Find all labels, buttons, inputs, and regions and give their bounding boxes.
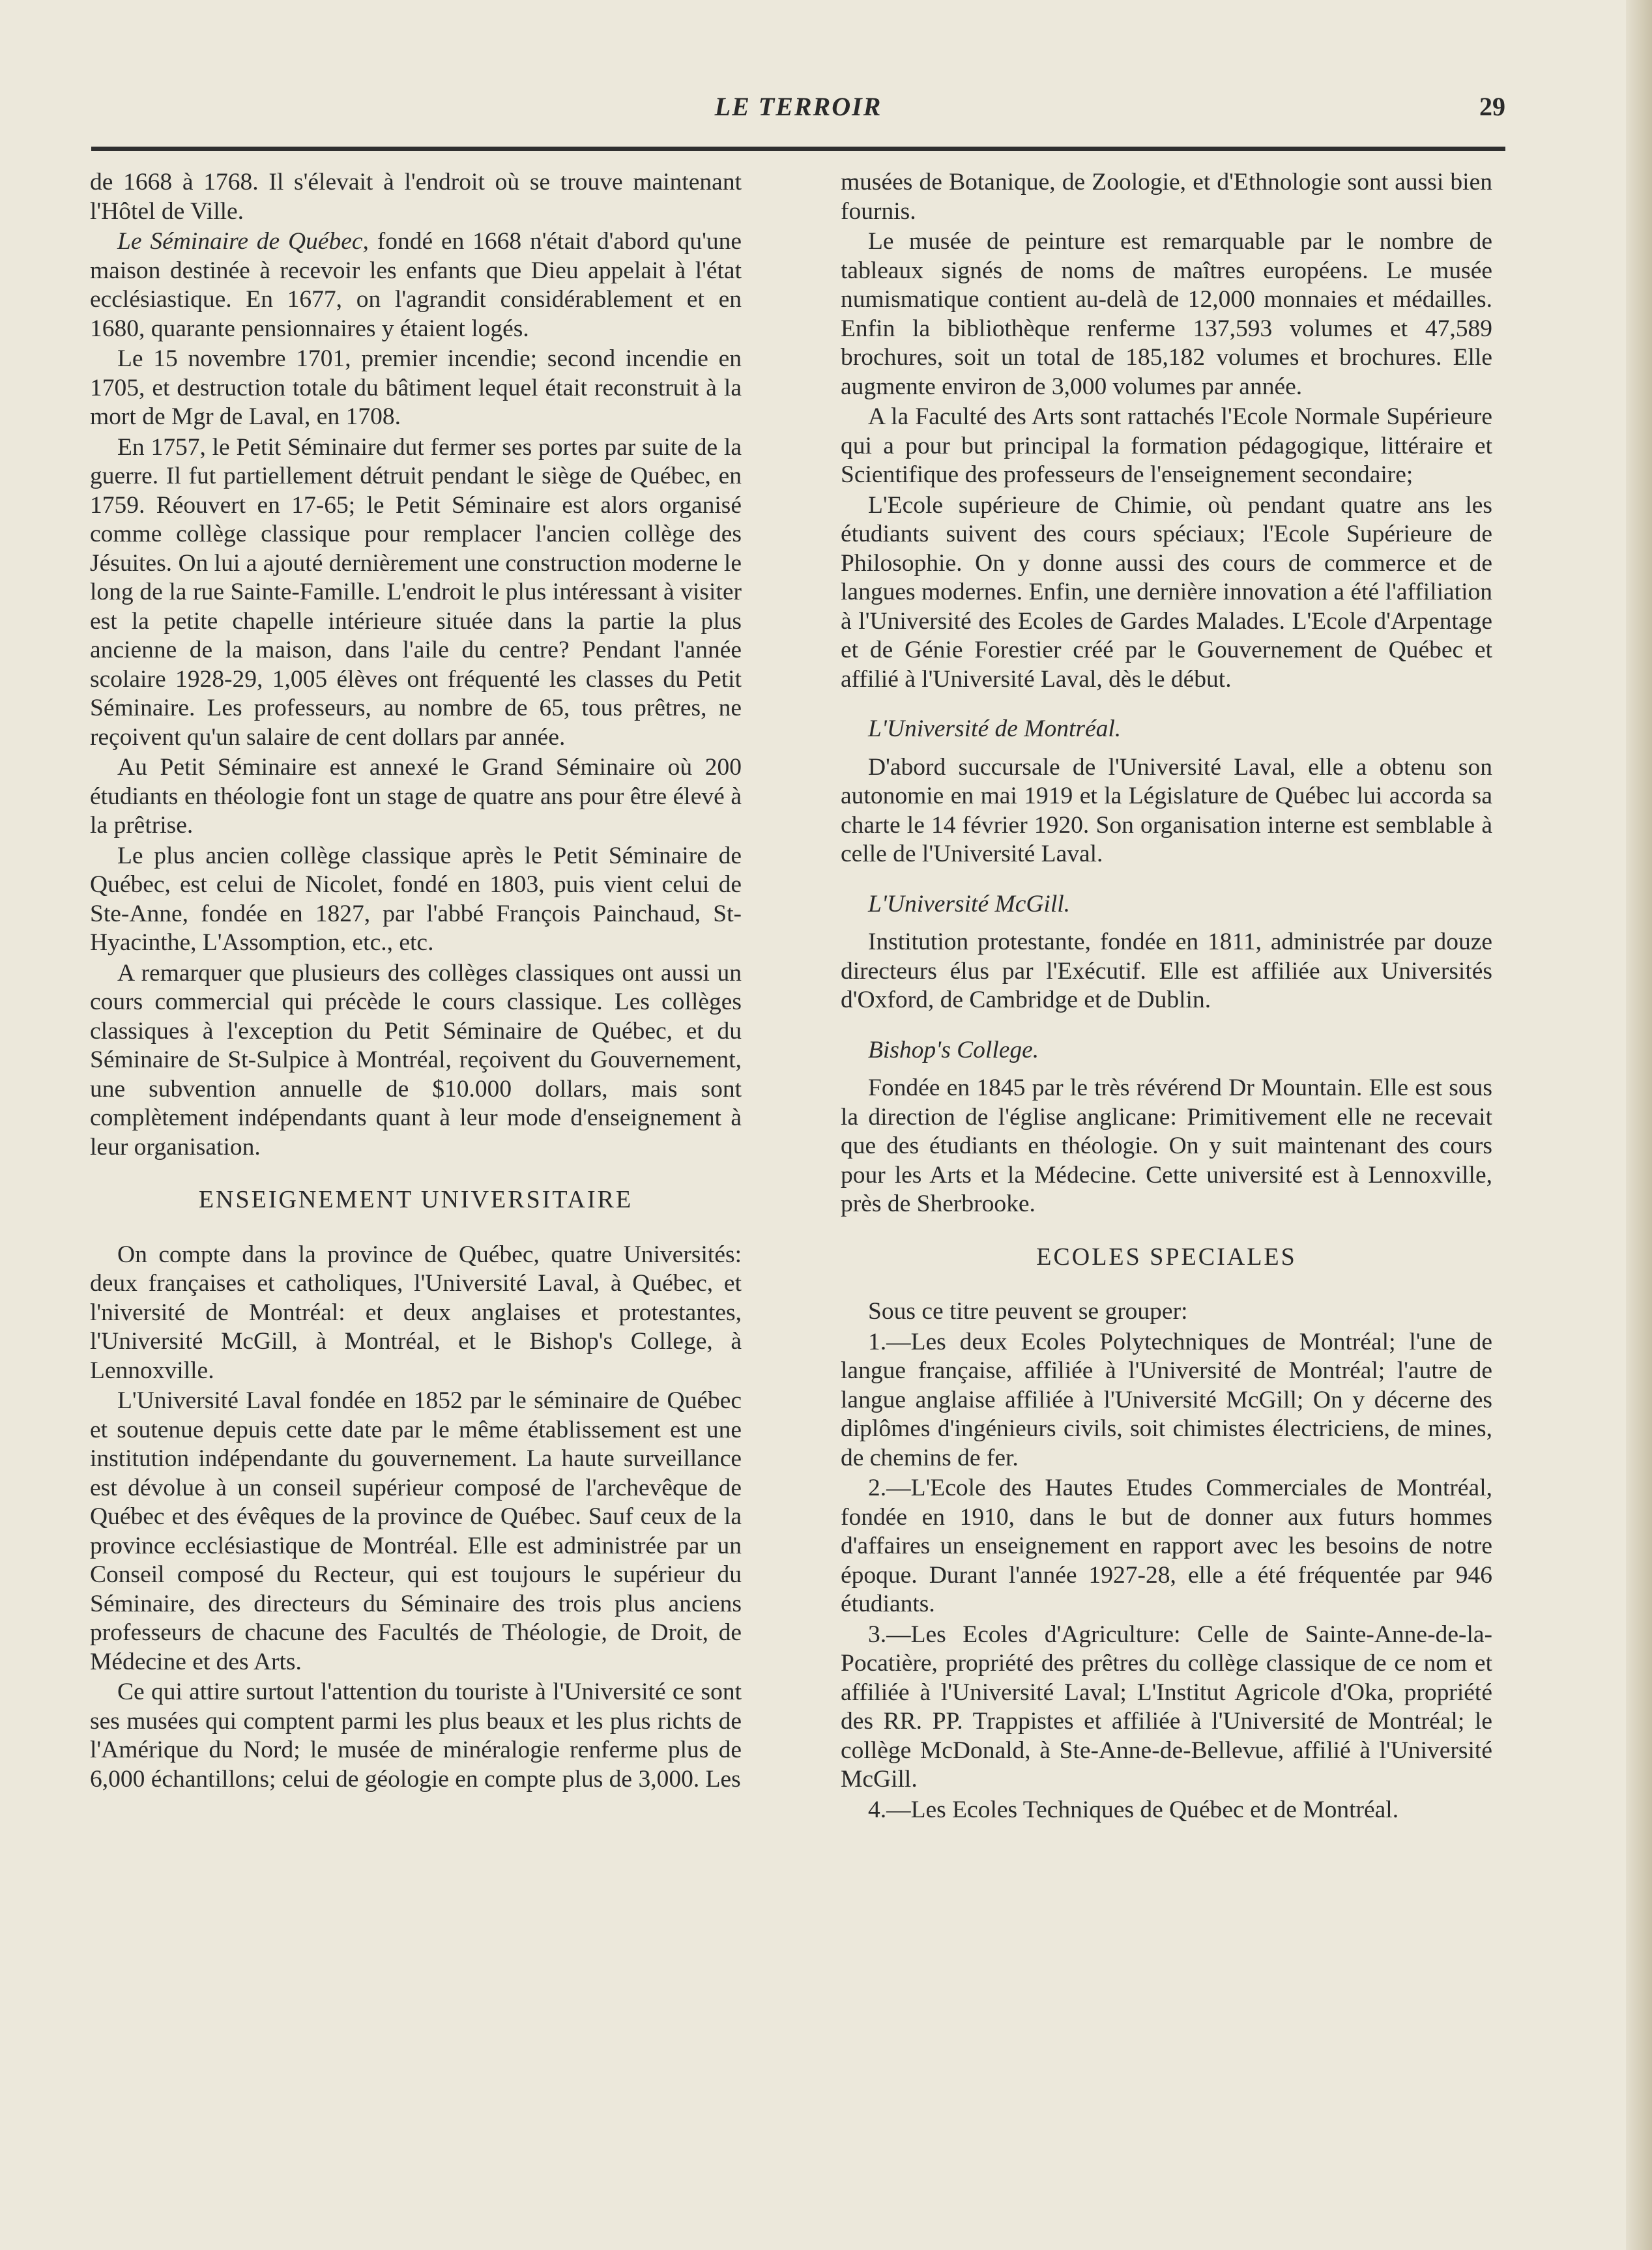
running-title: LE TERROIR — [714, 92, 882, 121]
section-heading: ECOLES SPECIALES — [1036, 1243, 1297, 1271]
sub-heading: Bishop's College. — [868, 1036, 1039, 1063]
paragraph: Institution protestante, fondée en 1811, administrée par douze directeurs élus par l'Exécutif. Elle est affiliée aux Universités d'Oxford, de Cambridge et de Dublin. — [841, 929, 1492, 1013]
paragraph: Fondée en 1845 par le très révérend Dr Mountain. Elle est sous la direction de l'église anglicane: Primitivement elle ne recevait que des étudiants en théologie. On y suit maintenant des cours pour les Arts et la Médecine. Cette université est à Lennoxville, près de Sherbrooke. — [841, 1075, 1492, 1217]
header-rule — [91, 147, 1505, 151]
paragraph: de 1668 à 1768. Il s'élevait à l'endroit où se trouve maintenant l'Hôtel de Ville. — [90, 169, 742, 225]
left-column — [90, 168, 742, 1795]
paragraph: D'abord succursale de l'Université Laval, elle a obtenu son autonomie en mai 1919 et la Législature de Québec lui accorda sa charte le 14 février 1920. Son organisation interne est semblable à celle de l'Université Laval. — [841, 753, 1492, 867]
right-column — [841, 168, 1492, 1826]
paragraph: L'Ecole supérieure de Chimie, où pendant quatre ans les étudiants suivent des cours spéciaux; l'Ecole Supérieure de Philosophie. On y donne aussi des cours de commerce et de langues modernes. Enfin, une dernière innovation a été l'affiliation à l'Université des Ecoles de Gardes Malades. L'Ecole d'Arpentage et de Génie Forestier créé par le Gouvernement de Québec et affilié à l'Université Laval, dès le début. — [841, 491, 1492, 693]
italic-term: Le Séminaire de Québec, — [117, 228, 369, 255]
paragraph: musées de Botanique, de Zoologie, et d'Ethnologie sont aussi bien fournis. — [841, 169, 1492, 225]
paragraph: A la Faculté des Arts sont rattachés l'Ecole Normale Supérieure qui a pour but principal la formation pédagogique, littéraire et Scientifique des professeurs de l'enseignement secondaire; — [841, 403, 1492, 488]
sub-heading: L'Université de Montréal. — [868, 715, 1122, 742]
paragraph: A remarquer que plusieurs des collèges classiques ont aussi un cours commercial qui précède le cours classique. Les collèges classiques à l'exception du Petit Séminaire de Québec, et du Séminaire de St-Sulpice à Montréal, reçoivent du Gouvernement, une subvention annuelle de $10.000 dollars, mais sont complètement indépendants quant à leur mode d'enseignement à leur organisation. — [90, 959, 742, 1161]
paragraph: 4.—Les Ecoles Techniques de Québec et de Montréal. — [868, 1796, 1399, 1823]
paragraph: 1.—Les deux Ecoles Polytechniques de Montréal; l'une de langue française, affiliée à l'Université de Montréal; l'autre de langue anglaise affiliée à l'Université McGill; On y décerne des diplômes d'ingénieurs civils, soit chimistes électriciens, de mines, de chemins de fer. — [841, 1328, 1492, 1471]
paragraph: Sous ce titre peuvent se grouper: — [868, 1298, 1188, 1325]
paragraph: En 1757, le Petit Séminaire dut fermer ses portes par suite de la guerre. Il fut partiellement détruit pendant le siège de Québec, en 1759. Réouvert en 17-65; le Petit Séminaire est alors organisé comme collège classique pour remplacer l'ancien collège des Jésuites. On lui a ajouté dernièrement une construction moderne le long de la rue Sainte-Famille. L'endroit le plus intéressant à visiter est la petite chapelle intérieure située dans la partie la plus ancienne de la maison, dans l'aile du centre? Pendant l'année scolaire 1928-29, 1,005 élèves ont fréquenté les classes du Petit Séminaire. Les professeurs, au nombre de 65, tous prêtres, ne reçoivent qu'un salaire de cent dollars par année. — [90, 433, 742, 751]
paragraph — [90, 227, 742, 343]
paragraph: Le 15 novembre 1701, premier incendie; second incendie en 1705, et destruction totale du bâtiment lequel était reconstruit à la mort de Mgr de Laval, en 1708. — [90, 345, 742, 430]
sub-heading: L'Université McGill. — [868, 890, 1071, 917]
paragraph: On compte dans la province de Québec, quatre Universités: deux françaises et catholiques, l'Université Laval, à Québec, et l'niversité de Montréal: et deux anglaises et protestantes, l'Université McGill, à Montréal, et le Bishop's College, à Lennoxville. — [90, 1241, 742, 1384]
paragraph: L'Université Laval fondée en 1852 par le séminaire de Québec et soutenue depuis cette date par le même établissement est une institution indépendante du gouvernement. La haute surveillance est dévolue à un conseil supérieur composé de l'archevêque de Québec et des évêques de la province de Québec. Sauf ceux de la province ecclésiastique de Montréal. Elle est administrée par un Conseil composé du Recteur, qui est toujours le supérieur du Séminaire, des directeurs du Séminaire des trois plus anciens professeurs de chacune des Facultés de Théologie, de Droit, de Médecine et des Arts. — [90, 1387, 742, 1675]
page-edge — [1626, 0, 1652, 2250]
paragraph: Le plus ancien collège classique après le Petit Séminaire de Québec, est celui de Nicolet, fondé en 1803, puis vient celui de Ste-Anne, fondée en 1827, par l'abbé François Painchaud, St-Hyacinthe, L'Assomption, etc., etc. — [90, 842, 742, 956]
paragraph: 2.—L'Ecole des Hautes Etudes Commerciales de Montréal, fondée en 1910, dans le but de donner aux futurs hommes d'affaires un enseignement en rapport avec les besoins de notre époque. Durant l'année 1927-28, elle a été fréquentée par 946 étudiants. — [841, 1475, 1492, 1617]
paragraph-text: fondé en 1668 n'était d'abord qu'une maison destinée à recevoir les enfants que Dieu appelait à l'état ecclésiastique. En 1677, on l'agrandit considérablement et en 1680, quarante pensionnaires y étaient logés. — [90, 228, 742, 342]
paragraph: 3.—Les Ecoles d'Agriculture: Celle de Sainte-Anne-de-la-Pocatière, propriété des prêtres du collège classique de ce nom et affiliée à l'Université Laval; L'Institut Agricole d'Oka, propriété des RR. PP. Trappistes et affiliée à l'Université de Montréal; le collège McDonald, à Ste-Anne-de-Bellevue, affilié à l'Université McGill. — [841, 1621, 1492, 1793]
paragraph: Le musée de peinture est remarquable par le nombre de tableaux signés de noms de maîtres européens. Le musée numismatique contient au-delà de 12,000 monnaies et médailles. Enfin la bibliothèque renferme 137,593 volumes et 47,589 brochures, soit un total de 185,182 volumes et brochures. Elle augmente environ de 3,000 volumes par année. — [841, 228, 1492, 400]
paragraph: Au Petit Séminaire est annexé le Grand Séminaire où 200 étudiants en théologie font un stage de quatre ans pour être élevé à la prêtrise. — [90, 754, 742, 839]
paragraph: Ce qui attire surtout l'attention du touriste à l'Université ce sont ses musées qui comptent parmi les plus beaux et les plus richts de l'Amérique du Nord; le musée de minéralogie renferme plus de 6,000 échantillons; celui de géologie en compte plus de 3,000. Les — [90, 1679, 742, 1793]
page-number: 29 — [1479, 92, 1505, 121]
page-header — [91, 85, 1505, 130]
section-heading: ENSEIGNEMENT UNIVERSITAIRE — [198, 1186, 633, 1213]
